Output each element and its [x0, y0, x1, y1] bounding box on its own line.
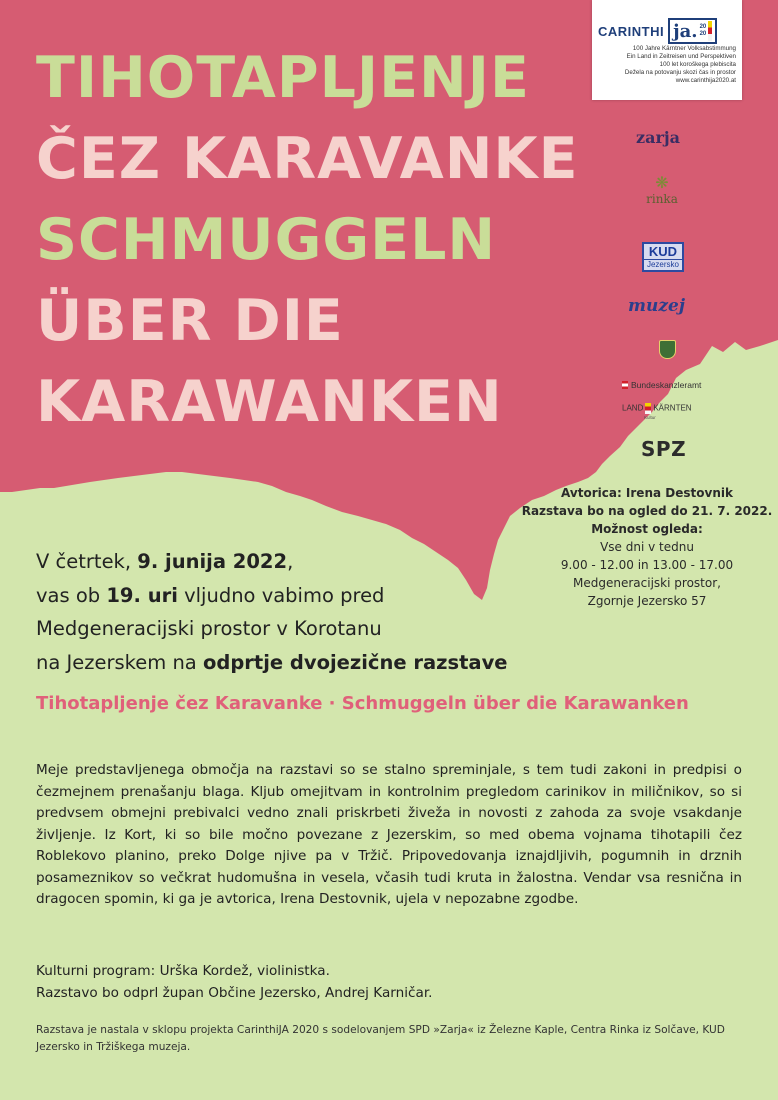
carinthija-logo-text — [596, 45, 736, 85]
rinka-word: rinka — [646, 192, 678, 206]
viewing-heading: Možnost ogleda: — [591, 522, 703, 536]
poster-title — [36, 38, 579, 443]
coat-of-arms-icon — [659, 340, 676, 359]
kud-sublabel: Jezersko — [644, 259, 682, 270]
carinthia-flag-icon — [708, 21, 712, 41]
kud-label: KUD — [648, 244, 678, 259]
invite-date: 9. junija 2022 — [137, 550, 288, 573]
title-line-4: ÜBER DIE — [36, 288, 344, 354]
carinthija-ja: ja. — [673, 20, 698, 42]
bundeskanzleramt-label: Bundeskanzleramt — [631, 380, 702, 390]
title-line-5: KARAWANKEN — [36, 369, 503, 435]
carinthija-line: 100 let koroškega plebiscita — [659, 61, 736, 68]
kaernten-label: KÄRNTEN — [653, 403, 692, 413]
exhibition-title: Tihotapljenje čez Karavanke · Schmuggeln über die Karawanken — [36, 693, 689, 714]
muzej-word: muzej — [628, 296, 685, 316]
carinthija-brand: CARINTHI — [598, 23, 665, 39]
program-line-2: Razstavo bo odprl župan Občine Jezersko, Andrej Karničar. — [36, 985, 433, 1001]
invite-text: vas ob — [36, 583, 107, 607]
carinthija-url: www.carinthija2020.at — [675, 77, 736, 84]
title-line-3: SCHMUGGELN — [36, 207, 497, 273]
title-line-1: TIHOTAPLJENJE — [36, 45, 530, 111]
invite-text: , — [287, 550, 294, 573]
sponsor-zarja-logo: zarja — [636, 128, 681, 147]
cultural-program — [36, 960, 433, 1004]
carinthija-logo — [592, 0, 742, 100]
austria-flag-icon — [622, 381, 628, 389]
carinthija-year — [700, 24, 707, 38]
invite-opening: odprtje dvojezične razstave — [202, 650, 508, 674]
invite-text: vljudno vabimo pred — [177, 583, 385, 607]
carinthija-line: Ein Land in Zeitreisen und Perspektiven — [626, 53, 736, 60]
title-line-2: ČEZ KARAVANKE — [36, 126, 579, 192]
invite-time: 19. uri — [106, 583, 178, 607]
invite-text: na Jezerskem na — [36, 650, 203, 674]
sponsor-kud-logo — [642, 242, 684, 272]
sponsor-land-kaernten-logo — [622, 403, 692, 420]
carinthija-year-top: 20 — [699, 24, 707, 30]
viewing-days: Vse dni v tednu — [600, 540, 694, 554]
carinthija-line: 100 Jahre Kärntner Volksabstimmung — [632, 45, 736, 52]
place-line-2: Zgornje Jezersko 57 — [587, 594, 707, 608]
carinthia-flag-icon — [645, 403, 651, 414]
invite-text: V četrtek, — [36, 550, 138, 573]
author-line: Avtorica: Irena Destovnik — [561, 486, 733, 500]
invite-line-3: Medgeneracijski prostor v Korotanu — [36, 617, 382, 640]
footer-note: Razstava je nastala v sklopu projekta CarinthiJA 2020 s sodelovanjem SPD »Zarja« iz Železne Kaple, Centra Rinka iz Solčave, KUD Jezersko in Tržiškega muzeja. — [36, 1024, 725, 1053]
program-line-1: Kulturni program: Urška Kordež, violinistka. — [36, 963, 330, 979]
viewing-hours: 9.00 - 12.00 in 13.00 - 17.00 — [560, 558, 734, 572]
carinthija-ja-mark — [668, 18, 717, 44]
place-line-1: Medgeneracijski prostor, — [573, 576, 721, 590]
invitation-text — [36, 545, 508, 679]
description-paragraph: Meje predstavljenega območja na razstavi so se stalno spreminjale, s tem tudi zakoni in predpisi o čezmejnem prenašanju blaga. Kljub omejitvam in kontrolnim pregledom carinikov in miličnikov, so si predvsem obmejni prebivalci vedno znali priskrbeti živeža in novosti z zahoda za svoje vsakdanje življenje. Iz Kort, ki so bile močno povezane z Jezerskim, so med obema vojnama tihotapili čez Roblekovo planino, preko Dolge njive pa v Tržič. Pripovedovanja iznajdljivih, pogumnih in drznih posameznikov so večkrat hudomušna in vesela, včasih tudi kruta in žalostna. Vendar vsa resnična in dragocen spomin, ki ga je avtorica, Irena Destovnik, ujela v nepozabne zgodbe. — [36, 762, 742, 907]
sponsor-rinka-logo — [640, 176, 684, 206]
carinthija-year-bottom: 20 — [699, 31, 707, 37]
sponsor-bundeskanzleramt-logo — [622, 380, 701, 390]
snowflake-icon: ❋ — [655, 175, 669, 192]
invite-line-1 — [36, 545, 508, 579]
carinthija-line: Dežela na potovanju skozi čas in prostor — [624, 69, 736, 76]
on-view-line: Razstava bo na ogled do 21. 7. 2022. — [521, 504, 773, 518]
carinthija-logo-head — [598, 18, 717, 44]
sponsor-spz-logo: SPZ — [641, 437, 687, 461]
sponsor-muzej-logo — [628, 296, 685, 316]
kultur-label: Kultur — [644, 415, 656, 420]
invite-line-2 — [36, 579, 508, 613]
exhibition-info — [518, 484, 776, 610]
land-label: LAND — [622, 403, 644, 413]
sponsor-obcina-logo — [650, 340, 684, 359]
invite-line-4 — [36, 646, 508, 680]
